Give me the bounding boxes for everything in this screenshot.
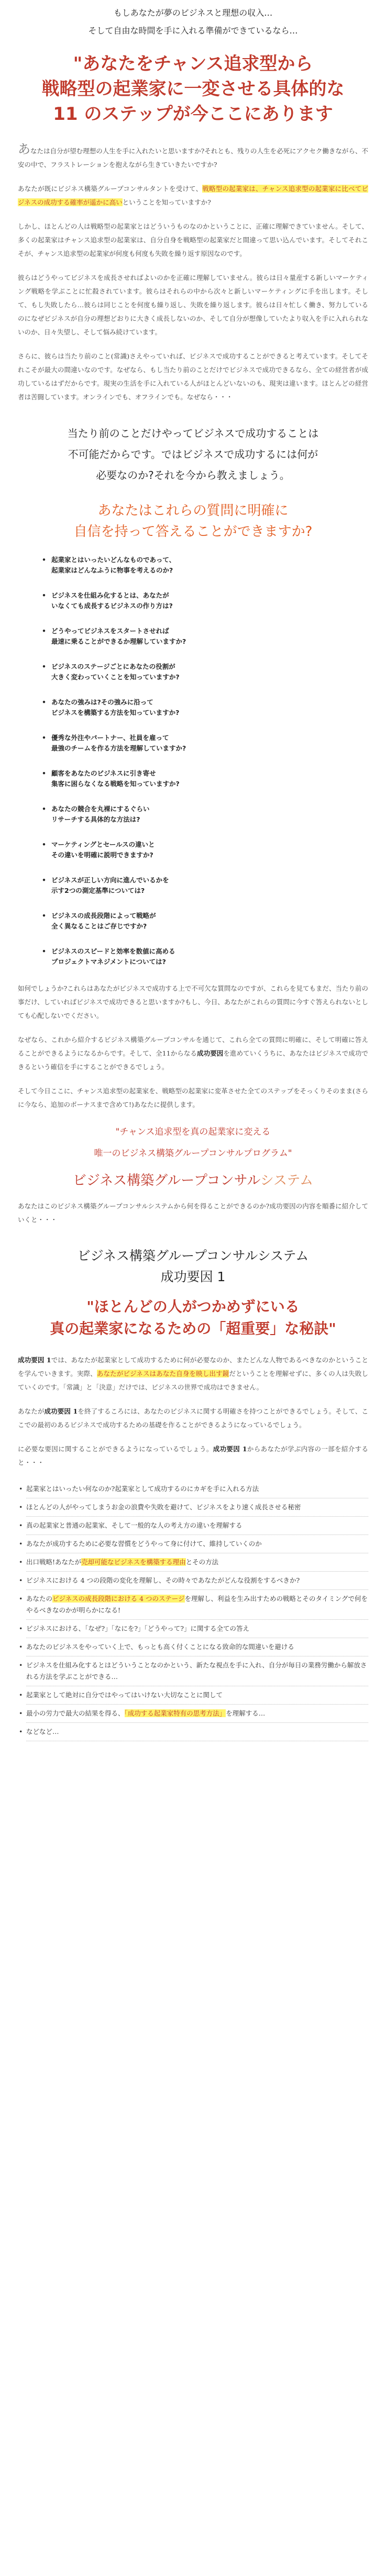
bullet-icon: • [42,591,46,599]
bullet-icon: • [19,1595,23,1603]
intro-lines [18,0,368,40]
question-item [42,555,368,576]
text-segment: では、あなたが起業家として成功するために何が必要なのか、またどんな人物であるべきなのかということを学んでいきます。実際、 [18,1356,368,1377]
paragraph-strategy [18,182,368,209]
learning-text: を理解し、利益を生み出すための戦略とそのタイミングで何をやるべきなのかが明らかになる! [26,1595,368,1614]
middle-title-line: 不可能だからです。ではビジネスで成功するには何が [68,448,318,461]
paragraph-what-you-get: あなたはこのビジネス構築グループコンサルシステムから何を得ることができるのか?成功要因の内容を順番に紹介していくと・・・ [18,1202,368,1224]
question-item [42,839,368,860]
dropcap: あ [18,142,31,156]
question-line: 最速に乗ることができるか理解していますか? [51,637,186,645]
program-subtitle: "チャンス追求型を真の起業家に変える [115,1127,271,1137]
middle-title [18,423,368,486]
paragraph-misunderstanding: しかし、ほとんどの人は戦略型の起業家とはどういうものなのかということに、正確に理解できていません。そして、多くの起業家はチャンス追求型の起業家は、自分自身を戦略型の起業家だと間違って思い込んでいます。そしてそれこそが、チャンス追求型の起業家が何度も何度も失敗を繰り返す原因なのです。 [18,222,368,257]
learning-text: ほとんどの人がやってしまうお金の浪費や失敗を避けて、ビジネスをより速く成長させる秘密 [26,1503,301,1511]
bullet-icon: • [19,1521,23,1529]
bullet-icon: • [42,769,46,777]
bullet-icon: • [19,1661,23,1669]
question-line: ビジネスを仕組み化するとは、あなたが [51,591,169,599]
question-line: 顧客をあなたのビジネスに引き寄せ [51,769,156,777]
question-line: 最強のチームを作る方法を理解していますか? [51,744,186,752]
text-segment: を終了するころには、あなたのビジネスに関する明確さを持つことができるでしょう。そして、ここでの最初のあるビジネスで成功するための基礎を作ることができるようになっているでしょう。 [18,1407,368,1429]
question-line: あなたの競合を丸裸にするぐらい [51,805,150,813]
hero-title-line: 戦略型の起業家に一変させる具体的な [41,79,345,99]
question-line: ビジネスを構築する方法を知っていますか? [51,709,180,716]
question-item [42,804,368,825]
learning-text: 起業家とはいったい何なのか?起業家として成功するのにカギを手に入れる方法 [26,1485,259,1493]
bold-text: 成功要因 1 [18,1356,51,1364]
learning-item [19,1638,368,1656]
highlight-text: 売却可能なビジネスを構築する理由 [81,1558,186,1566]
section-title-line: ビジネス構築グループコンサルシステム [77,1248,309,1263]
learning-item [19,1590,368,1620]
question-line: 集客に困らなくなる戦略を知っていますか? [51,780,180,788]
paragraph-factor-1-intro [18,1442,368,1470]
bullet-icon: • [19,1540,23,1548]
learning-item [19,1535,368,1553]
brand-heading [18,1170,368,1191]
question-line: その違いを明確に説明できますか? [51,851,153,859]
learning-text: などなど… [26,1728,59,1735]
learning-text: あなたの [26,1595,53,1603]
brand-text: ビジネス構築グループコンサル [72,1173,260,1189]
bullet-icon: • [42,841,46,848]
learning-text: を理解する… [226,1709,266,1717]
bullet-icon: • [19,1691,23,1699]
section-title [18,1246,368,1287]
middle-title-line: 必要なのか?それを今から教えましょう。 [96,469,290,481]
learning-item [19,1686,368,1705]
middle-title-line: 当たり前のことだけやってビジネスで成功することは [67,427,319,440]
highlight-text: あなたがビジネスはあなた自身を映し出す鏡 [96,1370,229,1377]
bullet-icon: • [42,734,46,742]
learning-item [19,1553,368,1572]
question-item [42,662,368,682]
question-line: プロジェクトマネジメントについては? [51,958,166,966]
hero-title [18,51,368,127]
text-segment: からあなたが学ぶ内容の一部を紹介すると・・・ [18,1445,368,1466]
question-line: 大きく変わっていくことを知っていますか? [51,673,180,681]
bullet-icon: • [19,1643,23,1651]
question-line: 全く異なることはご存じですか? [51,922,147,930]
question-line: いなくても成長するビジネスの作り方は? [51,602,173,610]
bullet-icon: • [19,1558,23,1566]
highlight-text: 戦略型の起業家は、チャンス追求型の起業家に比べてビジネスの成功する確率が遥かに高い [18,185,368,206]
bullet-icon: • [42,912,46,920]
learning-item [19,1656,368,1686]
paragraph-factor-1 [18,1353,368,1394]
hero-title-line: "あなたをチャンス追求型から [73,53,313,74]
question-item [42,590,368,611]
text-segment: だということを理解せずに、多くの人は失敗していくのです。「常識」と「決意」だけでは、ビジネスの世界で成功はできません。 [18,1370,368,1391]
text-segment: に必要な要因に関することができるようになっているでしょう。 [18,1445,213,1453]
program-subtitle: 唯一のビジネス構築グループコンサルプログラム" [94,1148,292,1159]
question-item [42,911,368,932]
paragraph-text: なたは自分が望む理想の人生を手に入れたいと思いますか?それとも、残りの人生を必死にアクセク働きながら、不安の中で、フラストレーションを抱えながら生きていきたいですか? [18,147,368,169]
learning-text: 真の起業家と普通の起業家、そして一般的な人の考え方の違いを理解する [26,1521,242,1529]
learning-item [19,1705,368,1723]
bold-text: 成功要因 1 [44,1407,78,1415]
question-line: マーケティングとセールスの違いと [51,841,155,848]
bold-text: 成功要因 [197,1049,224,1057]
question-line: リサーチする具体的な方法は? [51,815,140,823]
question-item [42,733,368,754]
intro-line: そして自由な時間を手に入れる準備ができているなら… [88,26,298,36]
learning-text: あなたのビジネスをやっていく上で、もっとも高く付くことになる致命的な間違いを避ける [26,1643,294,1651]
paragraph-intro [18,142,368,172]
section-headline-line: "ほとんどの人がつかめずにいる [86,1298,300,1315]
bullet-icon: • [42,805,46,813]
learning-item [19,1620,368,1638]
learning-text: ビジネスを仕組み化するとはどういうことなのかという、新たな視点を手に入れ、自分が毎日の業務労働から解放される方法を学ぶことができる… [26,1661,367,1681]
learning-list [18,1480,368,1741]
question-line: 示す2つの測定基準については? [51,887,145,894]
question-item [42,626,368,647]
bullet-icon: • [42,627,46,635]
bullet-icon: • [19,1503,23,1511]
questions-title-line: 自信を持って答えることができますか? [73,524,313,540]
question-line: ビジネスのスピードと効率を数値に高める [51,947,175,955]
highlight-text: ビジネスの成長段階における 4 つのステージ [52,1595,185,1603]
text-segment: ということを知っていますか? [122,198,211,206]
paragraph-offer: そして今日ここに、チャンス追求型の起業家を、戦略型の起業家に変革させた全てのステップをそっくりそのまま(さらに今なら、追加のボーナスまで含めて!)あなたに提供します。 [18,1087,368,1108]
learning-text: ビジネスにおける 4 つの段階の変化を理解し、その時々であなたがどんな役割をするべきか? [26,1576,300,1584]
bullet-icon: • [42,698,46,706]
learning-item [19,1517,368,1535]
questions-title [18,500,368,542]
intro-line: もしあなたが夢のビジネスと理想の収入… [113,8,273,18]
question-item [42,946,368,967]
bullet-icon: • [19,1709,23,1717]
text-segment: あなたが既にビジネス構築グループコンサルタントを受けて、 [18,185,203,193]
question-line: ビジネスが正しい方向に進んでいるかを [51,876,169,884]
brand-text: システム [260,1173,314,1189]
learning-text: ビジネスにおける、「なぜ?」「なにを?」「どうやって?」に関する全ての答え [26,1625,249,1632]
paragraph-factor-1-result [18,1405,368,1432]
bullet-icon: • [42,876,46,884]
questions-title-line: あなたはこれらの質問に明確に [97,503,289,519]
question-item [42,875,368,896]
section-headline-line: 真の起業家になるための「超重要」な秘訣" [50,1320,336,1337]
questions-list [18,555,368,967]
learning-item [19,1498,368,1517]
learning-text: 起業家として絶対に自分ではやってはいけない大切なことに関して [26,1691,223,1699]
bullet-icon: • [42,947,46,955]
bullet-icon: • [19,1576,23,1584]
learning-text: 最小の労力で最大の結果を得る、 [26,1709,125,1717]
question-line: ビジネスのステージごとにあなたの役割が [51,663,175,670]
hero-title-line: 11 のステップが今ここにあります [53,104,333,125]
bullet-icon: • [19,1728,23,1735]
text-segment: なぜなら、これから紹介するビジネス構築グループコンサルを通じて、これら全ての質問に明確に、そして明確に答えることができるようになるからです。そして、全11からなる [18,1036,368,1057]
section-title-line: 成功要因 1 [160,1269,226,1284]
paragraph-success-factors [18,1033,368,1074]
highlight-text: 「成功する起業家特有の思考方法」 [124,1709,226,1717]
paragraph-struggle: 彼らはどうやってビジネスを成長させればよいのかを正確に理解していません。彼らは日々量産する新しいマーケティング戦略を学ぶことに忙殺されています。彼らはそれらの中から次々と新しいマーケティングに手を出します。そして、もし失敗したら…彼らは同じことを何度も繰り返し、失敗を繰り返します。彼らは日々忙しく働き、努力しているのになぜビジネスが自分の理想どおりに大きく成長しないのか、そして自分が想像していたより収入を手に入れられないのか、日々失望し、そして悩み続けています。 [18,274,368,336]
question-line: あなたの強みは?その強みに沿って [51,698,153,706]
paragraph-reassurance: 如何でしょうか?これらはあなたがビジネスで成功する上で不可欠な質問なのですが、これらを見てもまだ、当たり前の事だけ、していればビジネスで成功できると思いますか?もし、今日、あなたがこれらの質問に今すぐ答えられないとしても心配しないでください。 [18,984,368,1020]
section-headline [18,1296,368,1340]
question-item [42,697,368,718]
question-line: 起業家はどんなふうに物事を考えるのか? [51,566,173,574]
learning-item [19,1572,368,1590]
bullet-icon: • [19,1485,23,1493]
question-line: 優秀な外注やパートナー、社員を雇って [51,734,169,742]
bullet-icon: • [42,556,46,564]
text-segment: を進めていくうちに、あなたはビジネスで成功できるという確信を手にすることができるでしょう。 [18,1049,368,1071]
bold-text: 成功要因 1 [213,1445,247,1453]
bullet-icon: • [42,663,46,670]
learning-item [19,1480,368,1498]
learning-item [19,1723,368,1741]
question-line: どうやってビジネスをスタートさせれば [51,627,169,635]
question-line: ビジネスの成長段階によって戦略が [51,912,156,920]
learning-text: あなたが成功するために必要な習慣をどうやって身に付けて、維持していくのか [26,1540,262,1548]
question-item [42,768,368,789]
paragraph-common-sense: さらに、彼らは当たり前のこと(常識)さえやっていれば、ビジネスで成功することができると考えています。そしてそれこそが最大の間違いなのです。なぜなら、もし当たり前のことだけでビジネスで成功できるなら、全ての経営者が成功しているはずだからです。現実の生活を手に入れている人がほとんどいないのも、現実は違います。ほとんどの経営者は苦闘しています。オンラインでも、オフラインでも。なぜなら・・・ [18,352,368,401]
text-segment: あなたが [18,1407,45,1415]
question-line: 起業家とはいったいどんなものであって、 [51,556,176,564]
learning-text: とその方法 [185,1558,219,1566]
learning-text: 出口戦略!あなたが [26,1558,82,1566]
bullet-icon: • [19,1625,23,1632]
